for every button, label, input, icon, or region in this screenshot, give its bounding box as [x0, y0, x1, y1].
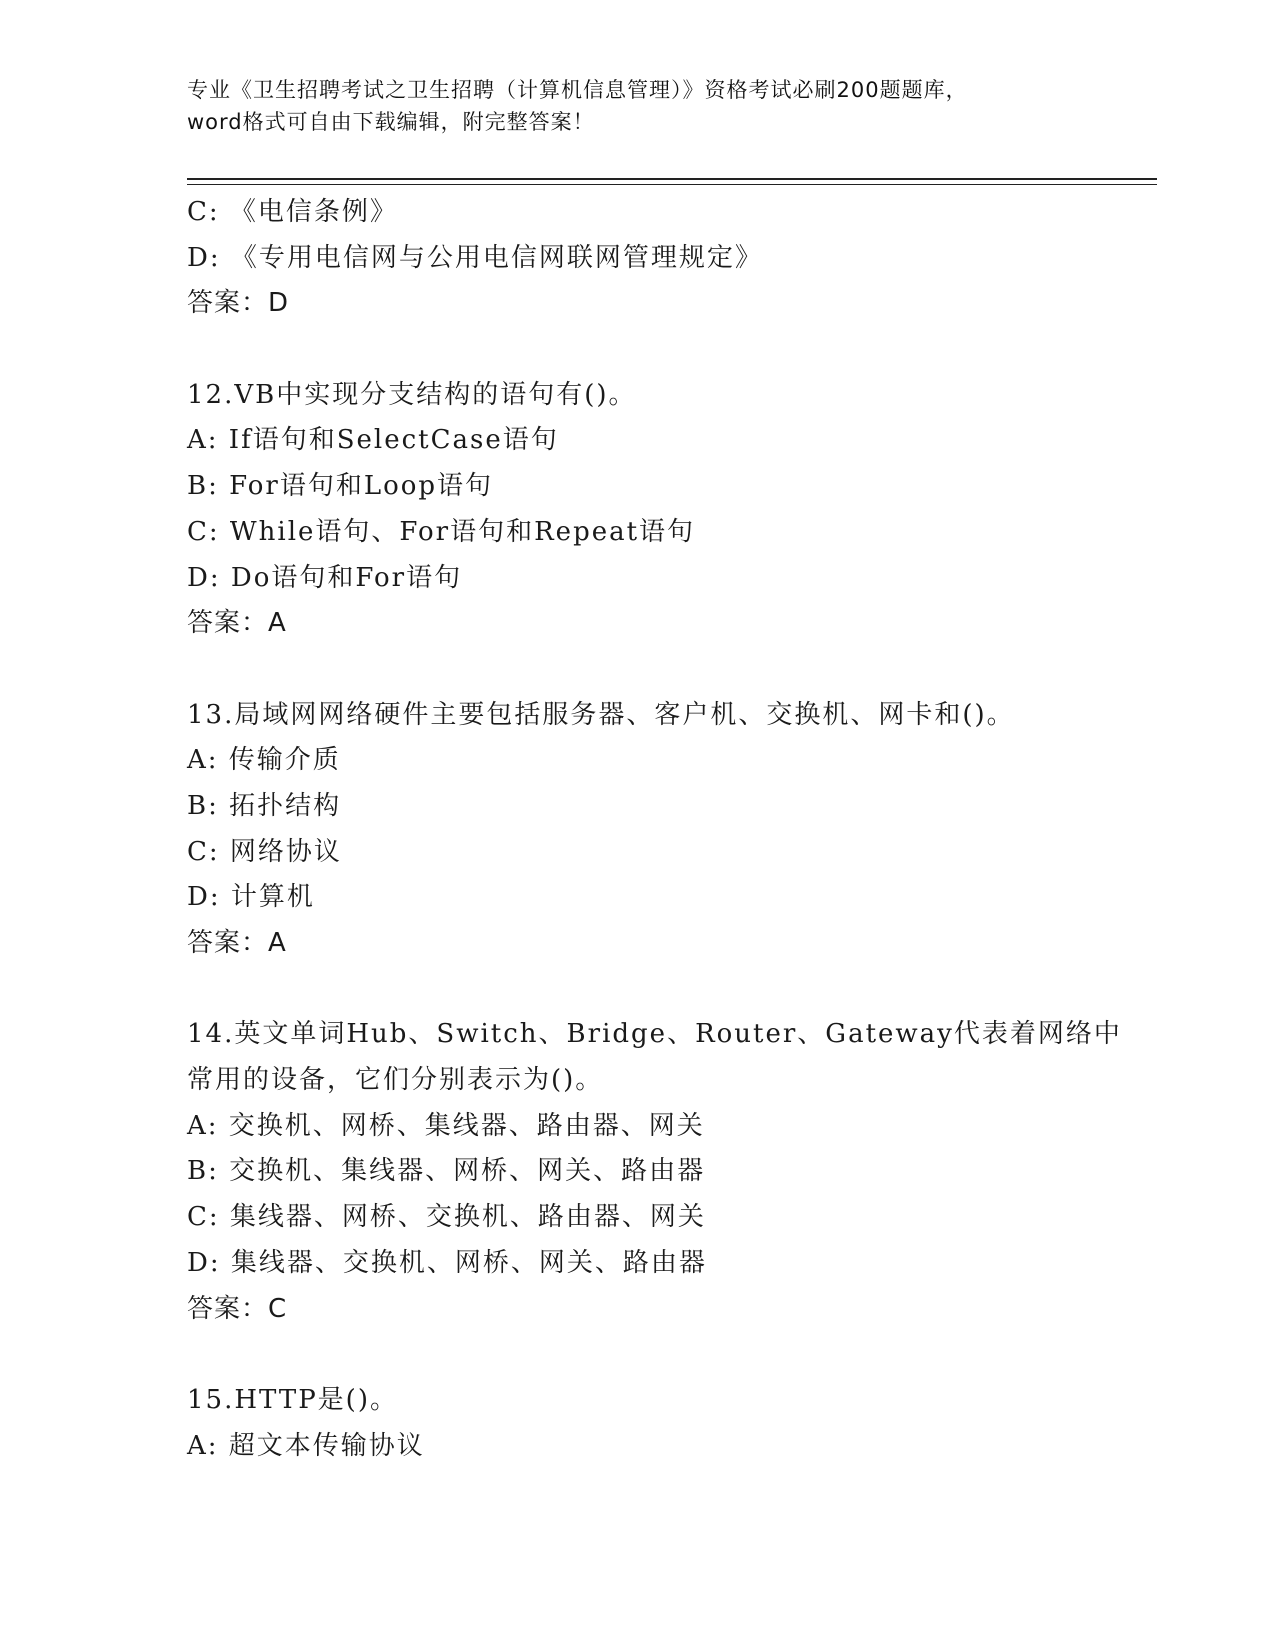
- option-d: D: 计算机: [187, 882, 315, 913]
- question-12: [187, 373, 1147, 647]
- answer: 答案：A: [187, 928, 287, 958]
- option-d: D: 《专用电信网与公用电信网联网管理规定》: [187, 242, 763, 273]
- option-d: D: 集线器、交换机、网桥、网关、路由器: [187, 1247, 707, 1278]
- question-list: [187, 190, 1147, 1469]
- header-divider-thick: [187, 178, 1157, 180]
- answer: 答案：C: [187, 1293, 288, 1324]
- question-text: 13.局域网网络硬件主要包括服务器、客户机、交换机、网卡和()。: [187, 699, 1015, 730]
- option-d: D: Do语句和For语句: [187, 562, 463, 593]
- answer: 答案：A: [187, 608, 287, 639]
- option-c: C: While语句、For语句和Repeat语句: [187, 516, 696, 547]
- header-title-line-2: word格式可自由下载编辑，附完整答案！: [187, 110, 595, 134]
- page-header: [187, 74, 1087, 138]
- option-c: C: 集线器、网桥、交换机、路由器、网关: [187, 1202, 706, 1233]
- option-c: C: 网络协议: [187, 836, 342, 867]
- question-15: [187, 1378, 1147, 1469]
- header-divider-thin: [187, 184, 1157, 185]
- option-b: B: For语句和Loop语句: [187, 471, 494, 502]
- question-text-line-1: 14.英文单词Hub、Switch、Bridge、Router、Gateway代表着网络中: [187, 1019, 1122, 1050]
- header-title-line-1: 专业《卫生招聘考试之卫生招聘（计算机信息管理）》资格考试必刷200题题库，: [187, 78, 968, 102]
- option-b: B: 交换机、集线器、网桥、网关、路由器: [187, 1156, 706, 1187]
- spacer: [187, 647, 1147, 693]
- answer: 答案：D: [187, 288, 290, 319]
- spacer: [187, 1332, 1147, 1378]
- question-text: 12.VB中实现分支结构的语句有()。: [187, 379, 637, 410]
- option-a: A: 传输介质: [187, 745, 341, 776]
- option-b: B: 拓扑结构: [187, 790, 342, 821]
- option-a: A: 交换机、网桥、集线器、路由器、网关: [187, 1110, 705, 1141]
- option-c: C: 《电信条例》: [187, 197, 398, 227]
- option-a: A: 超文本传输协议: [187, 1430, 425, 1461]
- question-11-tail: [187, 190, 1147, 327]
- option-a: A: If语句和SelectCase语句: [187, 425, 559, 456]
- question-text: 15.HTTP是()。: [187, 1384, 398, 1415]
- question-14: [187, 1012, 1147, 1332]
- question-text-line-2: 常用的设备，它们分别表示为()。: [187, 1065, 604, 1096]
- question-13: [187, 693, 1147, 967]
- spacer: [187, 967, 1147, 1013]
- spacer: [187, 327, 1147, 373]
